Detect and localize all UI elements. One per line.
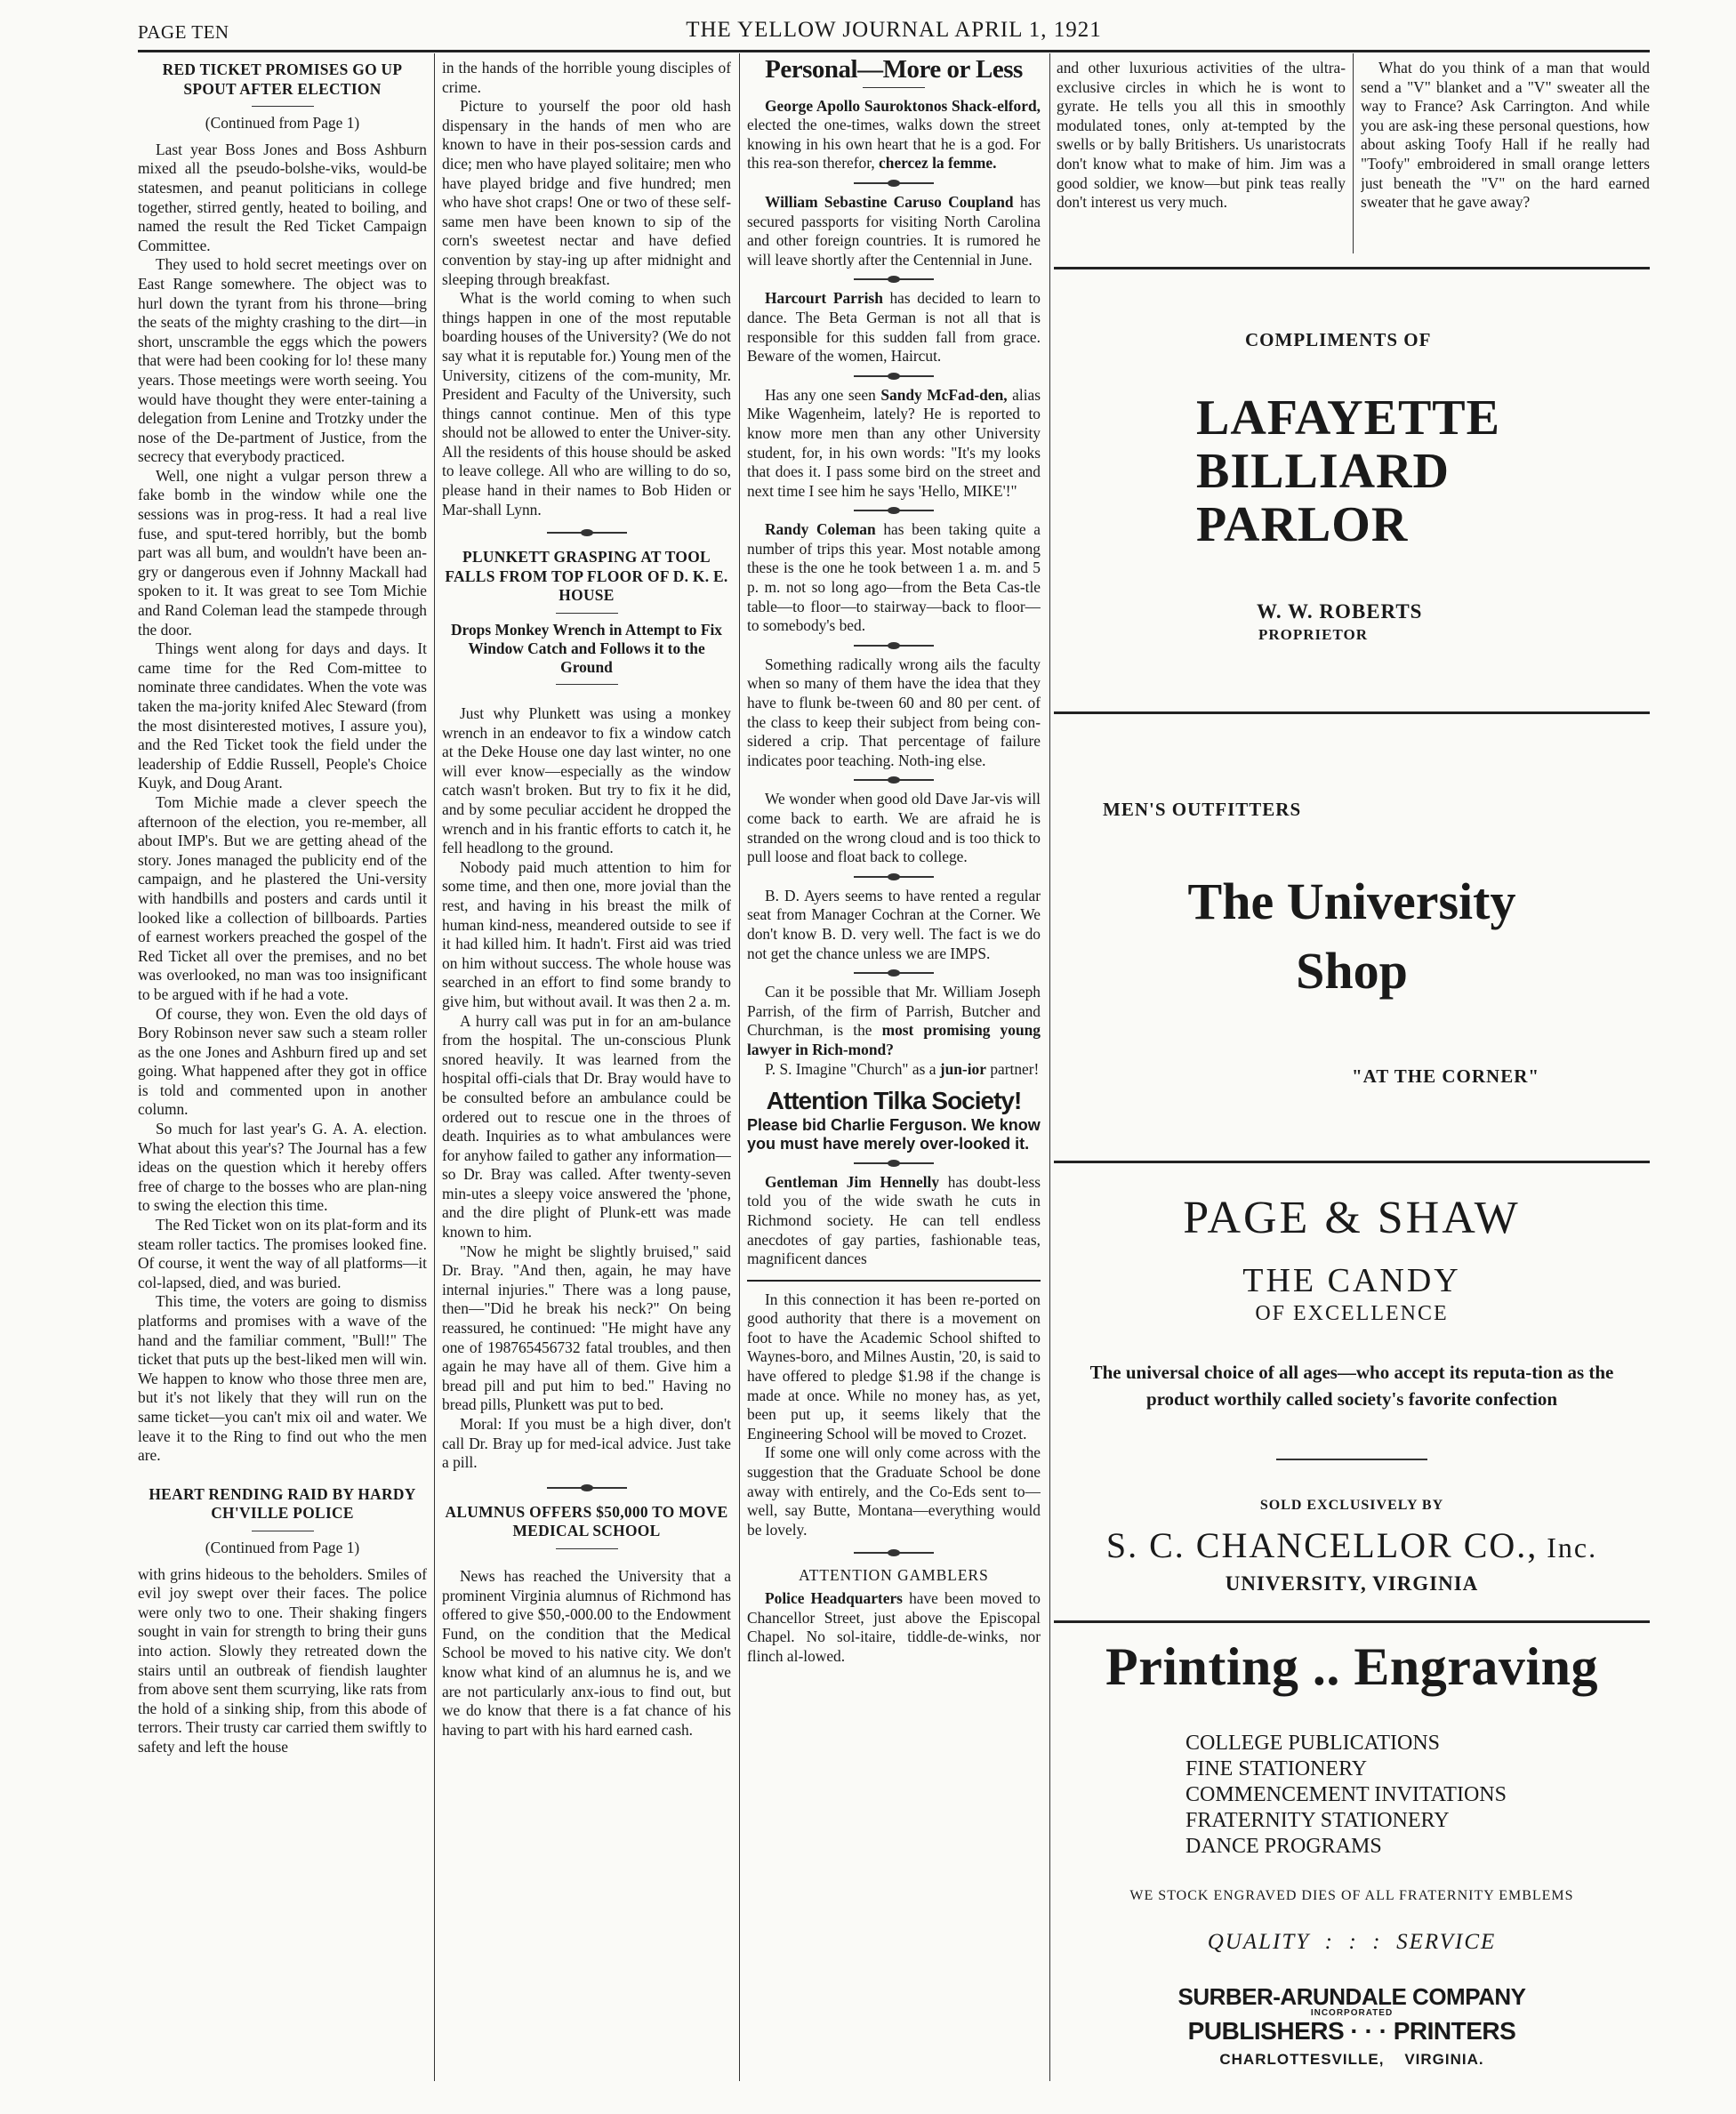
attention-title: Attention Tilka Society! [766, 1087, 1022, 1115]
personal-item: George Apollo Sauroktonos Shack-elford, elected the one-times, walks down the street knowing in his own heart that he is a god. For this rea-son therefor, chercez la femme. [747, 96, 1041, 173]
list-item: COMMENCEMENT INVITATIONS [1185, 1783, 1507, 1806]
ad-printing [1054, 1636, 1650, 2081]
headline-plunkett: PLUNKETT GRASPING AT TOOL FALLS FROM TOP FLOOR OF D. K. E. HOUSE [445, 548, 728, 605]
column-4 [1057, 59, 1346, 259]
ad-lafayette-l1: LAFAYETTE [1196, 390, 1500, 446]
article-paragraph: Just why Plunkett was using a monkey wrench in an endeavor to fix a window catch at the Deke House one day last winter, no one will ever know—especially as the window catch wasn't broken. But try to fix it he did, and by some peculiar accident he dropped the wrench and in his frantic efforts to catch it, he fell headlong to the ground. [442, 704, 731, 857]
article-paragraph: "Now he might be slightly bruised," said Dr. Bray. "And then, again, he may have internal injuries." There was a long pause, then—"Did he break his neck?" On being reassured, he continued: "He might have any one of 198765456732 fatal troubles, and then again he may have all of them. Give him a bread pill and put him to bed." Having no bread pills, Plunkett was put to bed. [442, 1242, 731, 1414]
ad-owner-title: PROPRIETOR [1258, 626, 1369, 643]
article-paragraph: Things went along for days and days. It came time for the Red Com-mittee to nominate three candidates. When the vote was taken the ma-jority knifed Alec Steward (from the most disinterested motives, I assure you), and the Red Ticket took the field under the leadership of Eddie Russell, People's Choice Kuyk, and Doug Arant. [138, 639, 427, 792]
personal-item: P. S. Imagine "Church" as a jun-ior partner! [765, 1059, 1040, 1078]
person-name: Sandy McFad-den, [880, 385, 1008, 404]
column-2 [442, 59, 731, 2095]
article-paragraph: So much for last year's G. A. A. election. What about this year's? The Journal has a few ideas on the question which it hereby offers free of charge to the bosses who are plan-ning to swing the election this time. [138, 1120, 427, 1215]
ad-lafayette-l3: PARLOR [1196, 497, 1409, 552]
gamblers-head: ATTENTION GAMBLERS [799, 1566, 989, 1585]
article-paragraph: Last year Boss Jones and Boss Ashburn mixed all the pseudo-bolshe-viks, would-be statesmen, and peanut politicians in college together, stirred gently, heated to boiling, and named the result the Red Ticket Campaign Committee. [138, 140, 427, 254]
ad-lafayette [1054, 329, 1650, 694]
article-paragraph: Moral: If you must be a high diver, don't call Dr. Bray up for med-ical advice. Just take a pill. [442, 1415, 731, 1472]
article-paragraph: Of course, they won. Even the old days of Bory Robinson never saw such a steam roller as the one Jones and Ashburn fired up and set going. What happened after they got in office is told and commented upon in another column. [138, 1004, 427, 1119]
article-paragraph: Tom Michie made a clever speech the afternoon of the election, you re-member, all about IMP's. But we are getting ahead of the story. Jones managed the publicity end of the campaign, and he plastered the Uni-versity with handbills and posters and cards until it looked like a collection of billboards. Parties of earnest workers preached the gospel of the Red Ticket all over the premises, and no bet was overlooked, no man was too insignificant to be argued with if he had a vote. [138, 792, 427, 1003]
column-1 [138, 59, 427, 2095]
ad-printing-title: Printing .. Engraving [1105, 1637, 1598, 1696]
ad-shop-l2: Shop [1296, 942, 1408, 1000]
ad-ps-tagline2: OF EXCELLENCE [1255, 1302, 1449, 1325]
personal-item: Randy Coleman has been taking quite a number of trips this year. Most notable among these is the one he took between 1 a. m. and 5 p. m. not so long ago—from the Beta Cas-tle table—to floor—to stairway—back to floor—to somebody's bed. [747, 520, 1041, 635]
ad-ps-soldby: SOLD EXCLUSIVELY BY [1259, 1498, 1444, 1513]
article-paragraph: If some one will only come across with the suggestion that the Graduate School be done away with entirely, and the Co-Eds sent to—well, say Butte, Montana—everything would be lovely. [747, 1443, 1041, 1539]
list-item: FRATERNITY STATIONERY [1185, 1809, 1450, 1832]
paper-title: THE YELLOW JOURNAL APRIL 1, 1921 [686, 18, 1102, 42]
column-rule [1049, 53, 1050, 2081]
article-paragraph: Picture to yourself the poor old hash dispensary in the hands of men who are known to have in their pos-session cards and dice; men who have played solitaire; men who have played bridge and five hundred; men who have shot craps! One or two of these self-same men have been known to sip of the corn's sweetest nectar and have defied convention by stay-ing up after midnight and sleeping through breakfast. [442, 97, 731, 288]
ad-divider [1054, 1620, 1650, 1623]
ad-lafayette-l2: BILLIARD [1196, 444, 1450, 499]
personal-item: Harcourt Parrish has decided to learn to dance. The Beta German is not all that is responsible for this sudden fall from grace. Beware of the women, Haircut. [747, 289, 1041, 366]
article-paragraph: In this connection it has been re-ported on good authority that there is a movement on foot to have the Academic School shifted to Waynes-boro, and Milnes Austin, '20, is said to have offered to pledge $1.98 if the change is made at once. While no money has, as yet, been put up, it seems likely that the Engineering School will be moved to Crozet. [747, 1290, 1041, 1443]
person-name: Harcourt Parrish [765, 289, 883, 308]
list-item: DANCE PROGRAMS [1185, 1835, 1382, 1858]
ad-printing-incorporated: INCORPORATED [1310, 2008, 1394, 2018]
person-name: Randy Coleman [765, 520, 876, 539]
personal-item: Can it be possible that Mr. William Joseph Parrish, of the firm of Parrish, Butcher and Churchman, is the most promising young lawyer in Rich-mond? [747, 983, 1041, 1058]
ad-printing-list [1185, 1731, 1507, 1860]
column-rule [1353, 53, 1354, 253]
column-3 [747, 59, 1041, 2095]
ad-ps-blurb: The universal choice of all ages—who accept its reputa-tion as the product worthily called society's favorite confection [1089, 1362, 1614, 1410]
page-label: PAGE TEN [138, 21, 229, 43]
article-paragraph: in the hands of the horrible young disciples of crime. [442, 59, 731, 96]
ad-shop-l1: The University [1187, 872, 1516, 930]
ad-compliments: COMPLIMENTS OF [1245, 329, 1432, 350]
attention-sub: Please bid Charlie Ferguson. We know you must have merely over-looked it. [747, 1115, 1041, 1153]
ad-ps-seller: S. C. CHANCELLOR CO., Inc. [1105, 1525, 1598, 1565]
article-paragraph: What do you think of a man that would send a "V" blanket and a "V" sweater all the way to France? Ask Carrington. And while you are ask-ing these personal questions, how about asking Toofy Hall if he really had "Toofy" embroidered in small orange letters just beneath the "V" on the hard earned sweater that he gave away? [1361, 59, 1650, 212]
list-item: FINE STATIONERY [1185, 1757, 1368, 1780]
continued-note: (Continued from Page 1) [205, 114, 360, 133]
headline-red-ticket: RED TICKET PROMISES GO UP SPOUT AFTER ELECTION [162, 60, 403, 98]
headline-raid: HEART RENDING RAID BY HARDY CH'VILLE POLICE [149, 1484, 416, 1523]
ad-ps-tagline: THE CANDY [1242, 1262, 1461, 1299]
personal-item: We wonder when good old Dave Jar-vis will come back to earth. We are afraid he is stranded on the wrong cloud and is too thick to pull loose and float back to college. [747, 790, 1041, 866]
ad-tag: MEN'S OUTFITTERS [1103, 799, 1302, 820]
article-paragraph: This time, the voters are going to dismiss platforms and promises with a wave of the hand and the familiar comment, "Bull!" The ticket that puts up the best-liked men will win. We happen to know who those three men are, but it's not likely that they will run on the same ticket—you can't mix oil and water. We leave it to the Ring to find out who the men are. [138, 1292, 427, 1465]
ad-ps-seller-loc: UNIVERSITY, VIRGINIA [1225, 1572, 1479, 1595]
ad-ps-name: PAGE & SHAW [1183, 1193, 1521, 1243]
article-paragraph: Police Headquarters have been moved to Chancellor Street, just above the Episcopal Chapel. No sol-itaire, tiddle-de-winks, nor flinch al-lowed. [747, 1589, 1041, 1665]
list-item: COLLEGE PUBLICATIONS [1185, 1732, 1440, 1755]
person-name: William Sebastine Caruso Coupland [765, 192, 1014, 211]
article-paragraph: A hurry call was put in for an am-bulance from the hospital. The un-conscious Plunk snored heavily. It was learned from the hospital offi-cials that Dr. Bray would have to be consulted before an ambulance could be ordered out to rescue one in the throes of death. Inquiries as to what ambulances were for anyhow failed to gather any information—so Dr. Bray was called. After twenty-seven min-utes a sleepy voice answered the 'phone, and the dire plight of Plunk-ett was made known to him. [442, 1011, 731, 1242]
ad-printing-city: CHARLOTTESVILLE, VIRGINIA. [1219, 2051, 1484, 2068]
article-paragraph: News has reached the University that a prominent Virginia alumnus of Richmond has offered to give $50,-000.00 to the Endowment Fund, on the condition that the Medical School be moved to his native city. We don't know what kind of an alumnus he is, and we are not particularly anx-ious to find out, but we do know that there is a fat chance of his having to part with his hard earned cash. [442, 1566, 731, 1739]
article-paragraph: Well, one night a vulgar person threw a fake bomb in the window while one the sessions was in prog-ress. It had a real live fuse, and sput-tered horribly, but the bomb part was all bum, and wouldn't have been an-gry or dangerous even if Johnny Mackall had spoken to it. It was great to see Tom Michie and Rand Coleman lead the stampede through the door. [138, 466, 427, 639]
ad-divider [1054, 1161, 1650, 1163]
article-paragraph: They used to hold secret meetings over on East Range somewhere. The object was to hurl down the tyrant from his throne—bring the seats of the mighty crashing to the dirt—in short, unscramble the eggs which the powers that were had been cooking for lo! these many years. Those meetings were worth seeing. You would have thought they were enter-taining a delegation from Lenine and Trotzky under the nose of the De-partment of Justice, from the secrecy that everybody practiced. [138, 255, 427, 466]
article-paragraph: What is the world coming to when such things happen in one of the most reputable boarding houses of the University? (We do not say what it is reputable for.) Young men of the University, citizens of the com-munity, Mr. President and Faculty of the University, such things cannot continue. Men of this type should not be allowed to enter the Univer-sity. All the residents of this house should be asked to leave college. All who are willing to do so, please hand in their names to Bob Hiden or Mar-shall Lynn. [442, 289, 731, 518]
column-rule [434, 53, 435, 2081]
column-5 [1361, 59, 1650, 259]
ad-printing-trades: PUBLISHERS · · · PRINTERS [1187, 2017, 1516, 2045]
continued-note-2: (Continued from Page 1) [205, 1538, 360, 1556]
personal-item: William Sebastine Caruso Coupland has secured passports for visiting North Carolina and other foreign countries. It is rumored he will leave shortly after the Centennial in June. [747, 192, 1041, 269]
ad-university-shop [1054, 729, 1650, 1147]
headline-alumnus: ALUMNUS OFFERS $50,000 TO MOVE MEDICAL SCHOOL [445, 1502, 728, 1540]
article-paragraph: The Red Ticket won on its plat-form and its steam roller tactics. The promises looked fine. Of course, it went the way of all platforms—it col-lapsed, died, and was buried. [138, 1216, 427, 1291]
personals-title: Personal—More or Less [765, 59, 1023, 84]
ad-printing-quality: QUALITY : : : SERVICE [1207, 1930, 1497, 1954]
personal-item: B. D. Ayers seems to have rented a regular seat from Manager Cochran at the Corner. We don't know B. D. very well. The fact is we do not get the chance unless we are IMPS. [747, 886, 1041, 962]
ad-page-shaw [1054, 1192, 1650, 1610]
ad-divider [1054, 711, 1650, 714]
ad-owner: W. W. ROBERTS [1257, 600, 1423, 623]
article-paragraph: with grins hideous to the beholders. Smiles of evil joy swept over their faces. The police were only two to one. Their shaking fingers sought in vain for strength to bring their guns into action. Slowly they retreated down the stairs until an outbreak of fiendish laughter from above sent them scurrying, like rats from the hold of a sinking ship, from this abode of terrors. Their trusty car carried them swiftly to safety and left the house [138, 1564, 427, 1756]
personal-item: Something radically wrong ails the faculty when so many of them have the idea that they have to flunk be-tween 60 and 80 per cent. of the class to keep their subject from being con-sidered a crip. That percentage of failure indicates poor teaching. Noth-ing else. [747, 655, 1041, 769]
personal-item: Gentleman Jim Hennelly has doubt-less told you of the wide swath he cuts in Richmond society. He can tell endless anecdotes of gay parties, fashionable teas, magnificent dances [747, 1172, 1041, 1268]
ad-divider [1054, 267, 1650, 269]
column-rule [739, 53, 740, 2081]
ad-printing-company: SURBER-ARUNDALE COMPANY [1177, 1983, 1526, 2010]
article-paragraph: Nobody paid much attention to him for some time, and then one, more jovial than the rest, and having in his breast the milk of human kind-ness, meandered outside to see if it had killed him. It hadn't. First aid was tried on him without success. The whole house was searched in an effort to find some brandy to give him, but without avail. It was then 2 a. m. [442, 857, 731, 1010]
person-name: Gentleman Jim Hennelly [765, 1172, 940, 1191]
ad-location: "AT THE CORNER" [1352, 1065, 1540, 1087]
article-paragraph: and other luxurious activities of the ultra-exclusive circles in which he is wont to gyrate. He tells you all this in smoothly modulated tones, only at-tempted by the swells or by bally Britishers. Us unaristocrats don't know what to make of him. Jim was a good soldier, we know—but pink teas really don't interest us very much. [1057, 59, 1346, 212]
ad-printing-dies: WE STOCK ENGRAVED DIES OF ALL FRATERNITY EMBLEMS [1129, 1888, 1574, 1903]
personal-item: Has any one seen Sandy McFad-den, alias Mike Wagenheim, lately? He is reported to know more men than any other University student, for, in his own words: "It's my looks that does it. I pass some bird on the street and next time I see him he says 'Hello, MIKE'!" [747, 385, 1041, 500]
person-name: George Apollo Sauroktonos Shack-elford, [765, 96, 1041, 115]
subhead-plunkett: Drops Monkey Wrench in Attempt to Fix Window Catch and Follows it to the Ground [451, 621, 722, 677]
masthead [138, 18, 1650, 52]
